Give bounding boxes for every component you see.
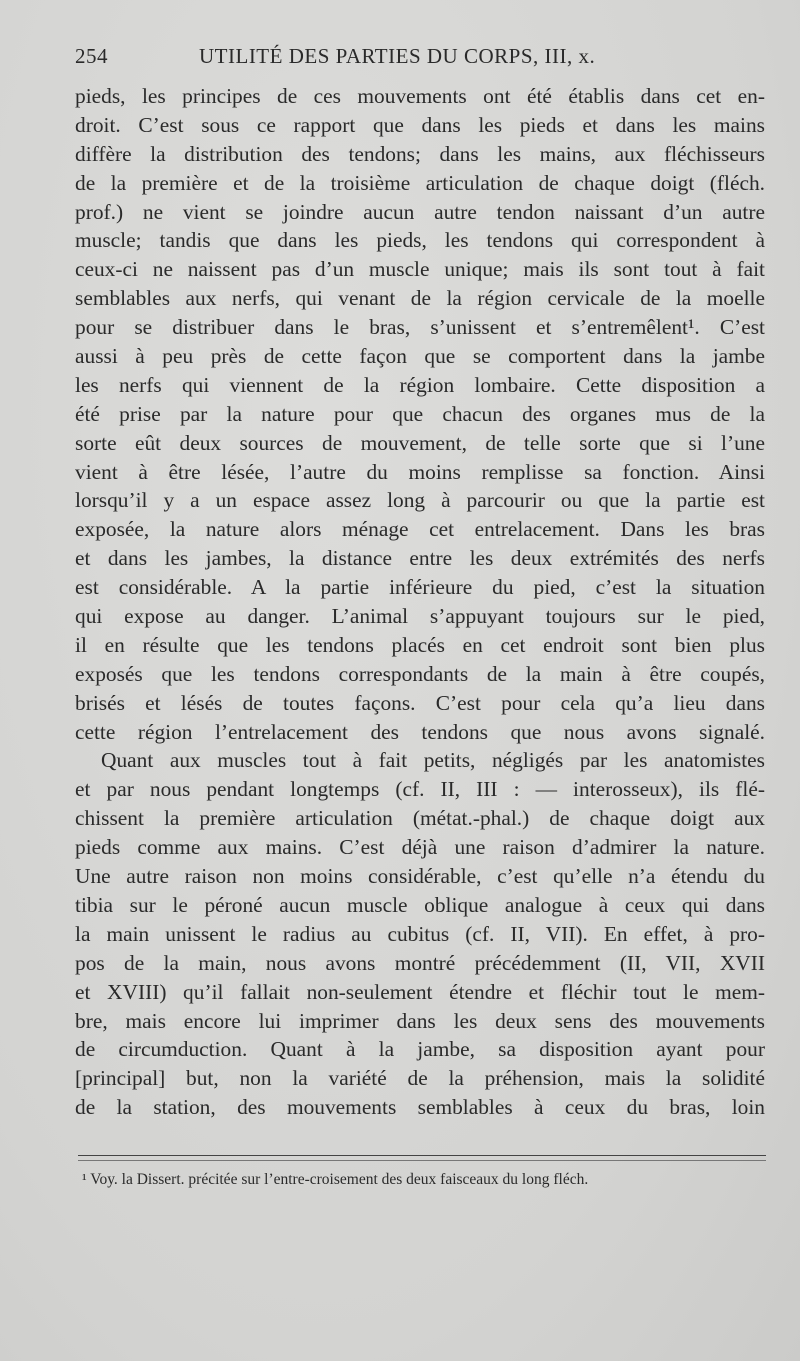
- text-line: droit. C’est sous ce rapport que dans les pieds et dans les mains: [75, 112, 765, 137]
- text-line: lorsqu’il y a un espace assez long à parcourir ou que la partie est: [75, 488, 765, 513]
- text-line: diffère la distribution des tendons; dans les mains, aux fléchisseurs: [75, 141, 765, 166]
- text-line: de la première et de la troisième articulation de chaque doigt (fléch.: [75, 170, 765, 195]
- text-line: les nerfs qui viennent de la région lombaire. Cette disposition a: [75, 372, 765, 397]
- text-line: pour se distribuer dans le bras, s’unissent et s’entremêlent¹. C’est: [75, 315, 765, 340]
- text-line: ceux-ci ne naissent pas d’un muscle unique; mais ils sont tout à fait: [75, 257, 765, 282]
- text-line: et dans les jambes, la distance entre les deux extrémités des nerfs: [75, 546, 765, 571]
- text-line: pieds comme aux mains. C’est déjà une raison d’admirer la nature.: [75, 835, 765, 860]
- running-head: UTILITÉ DES PARTIES DU CORPS, III, x.: [199, 44, 596, 68]
- page-header: [75, 44, 765, 78]
- text-line: Une autre raison non moins considérable, c’est qu’elle n’a étendu du: [75, 864, 765, 889]
- text-line: chissent la première articulation (métat.-phal.) de chaque doigt aux: [75, 806, 765, 831]
- text-line: bre, mais encore lui imprimer dans les deux sens des mouvements: [75, 1008, 765, 1033]
- text-line: aussi à peu près de cette façon que se comportent dans la jambe: [75, 344, 765, 369]
- footnote-rule-secondary: [78, 1160, 766, 1161]
- text-line: sorte eût deux sources de mouvement, de telle sorte que si l’une: [75, 430, 765, 455]
- text-line: brisés et lésés de toutes façons. C’est pour cela qu’a lieu dans: [75, 690, 765, 715]
- text-line: qui expose au danger. L’animal s’appuyant toujours sur le pied,: [75, 604, 765, 629]
- text-line: de la station, des mouvements semblables à ceux du bras, loin: [75, 1095, 765, 1120]
- footnote-rule: [78, 1155, 766, 1156]
- paragraph-start-line: Quant aux muscles tout à fait petits, négligés par les anatomistes: [101, 748, 765, 773]
- text-line: pieds, les principes de ces mouvements ont été établis dans cet en-: [75, 84, 765, 108]
- text-line: prof.) ne vient se joindre aucun autre tendon naissant d’un autre: [75, 199, 765, 224]
- footnote: ¹ Voy. la Dissert. précitée sur l’entre-croisement des deux faisceaux du long fléch.: [82, 1171, 589, 1188]
- text-line: été prise par la nature pour que chacun des organes mus de la: [75, 401, 765, 426]
- text-line: [principal] but, non la variété de la préhension, mais la solidité: [75, 1066, 765, 1091]
- text-line: de circumduction. Quant à la jambe, sa disposition ayant pour: [75, 1037, 765, 1062]
- text-line: est considérable. A la partie inférieure du pied, c’est la situation: [75, 575, 765, 600]
- page-number: 254: [75, 44, 108, 68]
- text-line: tibia sur le péroné aucun muscle oblique analogue à ceux qui dans: [75, 892, 765, 917]
- text-line: cette région l’entrelacement des tendons que nous avons signalé.: [75, 719, 765, 744]
- text-line: la main unissent le radius au cubitus (cf. II, VII). En effet, à pro-: [75, 921, 765, 946]
- text-line: exposés que les tendons correspondants de la main à être coupés,: [75, 661, 765, 686]
- text-line: et XVIII) qu’il fallait non-seulement étendre et fléchir tout le mem-: [75, 979, 765, 1004]
- text-line: muscle; tandis que dans les pieds, les tendons qui correspondent à: [75, 228, 765, 253]
- text-line: pos de la main, nous avons montré précédemment (II, VII, XVII: [75, 950, 765, 975]
- body-text: [75, 82, 765, 1122]
- text-line: il en résulte que les tendons placés en cet endroit sont bien plus: [75, 632, 765, 657]
- text-line: semblables aux nerfs, qui venant de la région cervicale de la moelle: [75, 286, 765, 311]
- text-line: et par nous pendant longtemps (cf. II, III : — interosseux), ils flé-: [75, 777, 765, 802]
- text-line: exposée, la nature alors ménage cet entrelacement. Dans les bras: [75, 517, 765, 542]
- text-line: vient à être lésée, l’autre du moins remplisse sa fonction. Ainsi: [75, 459, 765, 484]
